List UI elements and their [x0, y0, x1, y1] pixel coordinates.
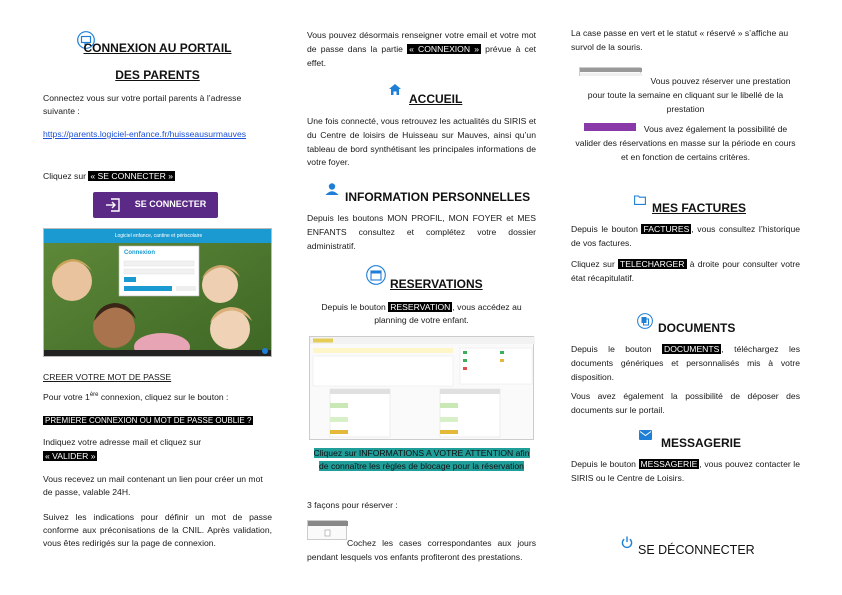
intro-text: Connectez vous sur votre portail parents à l’adresse suivante :: [43, 93, 242, 116]
power-icon[interactable]: [621, 536, 633, 549]
tel-text-b: à droite pour consulter votre état récapitulatif.: [571, 259, 801, 283]
section-title-parents: DES PARENTS: [115, 68, 200, 82]
first-sup: ère: [89, 392, 99, 399]
documents-highlight: DOCUMENTS: [663, 344, 720, 354]
se-connecter-button[interactable]: [93, 192, 218, 218]
depot-text: Vous avez également la possibilité de déposer des documents sur le portail.: [571, 391, 800, 415]
folder-icon: [634, 195, 646, 205]
cases-text: Cochez les cases correspondantes aux jours pendant lesquels vos enfants profiteront des prestations.: [307, 538, 536, 562]
logout-label[interactable]: SE DÉCONNECTER: [638, 543, 755, 557]
accueil-text: Une fois connecté, vous retrouvez les actualités du SIRIS et du Centre de loisirs de Huisseau sur Mauves, ainsi qu’un tableau de bord synthétisant les principales informations de votre foyer.: [307, 116, 536, 168]
email-instruction: Indiquez votre adresse mail et cliquez sur: [43, 437, 202, 447]
factures-text: [571, 223, 800, 251]
column-factures: [571, 0, 800, 595]
valider-row: [43, 450, 272, 463]
info-title: INFORMATION PERSONNELLES: [345, 190, 531, 204]
docs-text-b: , téléchargez les documents génériques et personnalisés mis à votre disposition.: [571, 344, 801, 382]
messagerie-text: [571, 458, 800, 486]
home-icon: [389, 84, 401, 95]
messagerie-highlight: MESSAGERIE: [640, 459, 698, 469]
reservations-title: RESERVATIONS: [390, 277, 483, 291]
screenshot-banner: Logiciel enfance, cantine et périscolaire: [114, 233, 203, 239]
envelope-icon: [639, 430, 652, 440]
cnil-info-text: Suivez les indications pour définir un mot de passe conforme aux préconisations de la CNIL. Après validation, vous êtes redirigés sur la page de connexion.: [43, 512, 272, 548]
click-prefix: Cliquez sur: [43, 171, 89, 181]
first-prefix: Pour votre 1: [43, 392, 90, 402]
first-connexion-text: [43, 391, 272, 404]
column-portail: [43, 0, 272, 595]
masse-text: Vous avez également la possibilité de valider des réservations en masse sur la période en cours et en fonction de certains critères.: [575, 124, 796, 162]
informations-attention-text: [311, 447, 532, 474]
click-instruction: [43, 170, 272, 183]
documents-icon: [637, 313, 653, 329]
calendar-icon: [366, 265, 386, 285]
resa-text-b: , vous accédez au planning de votre enfant.: [374, 302, 522, 325]
resa-text-a: Depuis le bouton: [321, 302, 389, 312]
screenshot-login-title: Connexion: [124, 250, 155, 256]
accueil-title: ACCUEIL: [409, 92, 463, 106]
msg-text-a: Depuis le bouton: [571, 459, 639, 469]
click-highlight: « SE CONNECTER »: [90, 171, 173, 181]
create-password-title: CREER VOTRE MOT DE PASSE: [43, 372, 172, 382]
connexion-highlight: « CONNEXION »: [409, 43, 480, 54]
factures-title: MES FACTURES: [652, 201, 747, 215]
msg-text-b: , vous pouvez contacter le SIRIS ou le Centre de Loisirs.: [571, 459, 800, 483]
planning-screenshot: [309, 336, 534, 440]
info-text: Depuis les boutons MON PROFIL, MON FOYER et MES ENFANTS consultez et complétez votre dossier administratif.: [307, 213, 536, 251]
tel-text-a: Cliquez sur: [571, 259, 619, 269]
first-suffix: connexion, cliquez sur le bouton :: [98, 392, 229, 402]
semaine-text: Vous pouvez réserver une prestation pour toute la semaine en cliquant sur le libellé de la prestation: [587, 76, 791, 114]
informations-attention-highlight: Cliquez sur INFORMATIONS A VOTRE ATTENTION afin de connaître les règles de blocage pour la réservation: [313, 448, 530, 472]
first-connexion-button-row: [43, 414, 272, 427]
login-arrow-icon: [105, 198, 121, 212]
mail-info-text: Vous recevez un mail contenant un lien pour créer un mot de passe, valable 24H.: [43, 474, 263, 497]
documents-title: DOCUMENTS: [658, 321, 736, 335]
factures-highlight: FACTURES: [643, 224, 690, 234]
telecharger-text: [571, 258, 800, 286]
first-connexion-highlight: PREMIERE CONNEXION OU MOT DE PASSE OUBLIE ?: [45, 416, 252, 425]
docs-text-a: Depuis le bouton: [571, 344, 662, 354]
reservation-text: [307, 301, 536, 327]
valider-highlight: « VALIDER »: [45, 451, 96, 461]
connexion-text: [307, 29, 536, 70]
fact-text-a: Depuis le bouton: [571, 224, 642, 234]
reservation-highlight: RESERVATION: [390, 302, 451, 312]
connexion-text-a: Vous pouvez désormais renseigner votre email et votre mot de passe dans la partie: [307, 30, 536, 54]
telecharger-highlight: TELECHARGER: [620, 259, 685, 269]
se-connecter-label: SE CONNECTER: [134, 199, 207, 210]
fact-text-b: , vous consultez l’historique de vos factures.: [571, 224, 801, 248]
ways-text: 3 façons pour réserver :: [307, 500, 398, 510]
portal-screenshot-photo: [43, 228, 272, 357]
user-icon: [325, 183, 339, 195]
section-title-portail: CONNEXION AU PORTAIL: [83, 41, 232, 55]
case-verte-text: La case passe en vert et le statut « réservé » s’affiche au survol de la souris.: [571, 28, 789, 52]
column-accueil: [307, 0, 536, 595]
portal-url-link[interactable]: https://parents.logiciel-enfance.fr/huisseausurmauves: [43, 129, 247, 139]
connexion-text-b: prévue à cet effet.: [307, 43, 536, 68]
messagerie-title: MESSAGERIE: [661, 436, 742, 450]
documents-text: [571, 343, 800, 384]
